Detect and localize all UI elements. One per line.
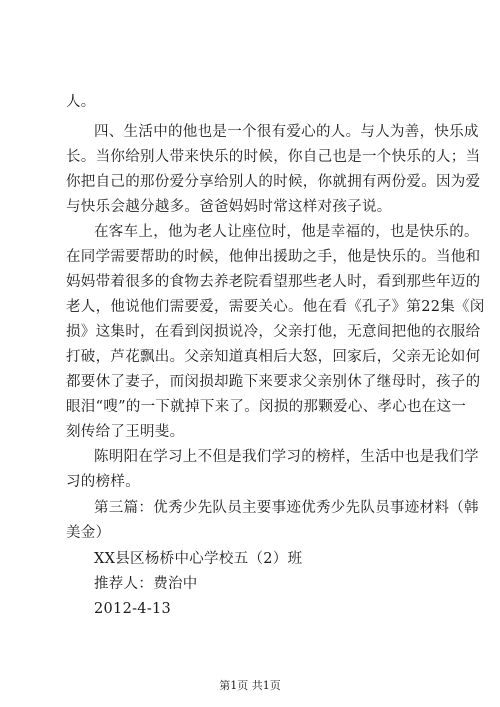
- text-line: 打破，芦花飘出。父亲知道真相后大怒，回家后，父亲无论如何: [66, 349, 481, 365]
- text-line: 习的榜样。: [66, 474, 140, 490]
- text-line: 刻传给了王明斐。: [66, 424, 185, 440]
- text-line: 都要休了妻子，而闵损却跪下来要求父亲别休了继母时，孩子的: [66, 374, 481, 390]
- text-line: 损》这集时，在看到闵损说冷，父亲打他，无意间把他的衣服给: [66, 324, 481, 340]
- text-line: 与快乐会越分越多。爸爸妈妈时常这样对孩子说。: [66, 199, 392, 215]
- text-line: 在同学需要帮助的时候，他伸出援助之手，他是快乐的。当他和: [66, 249, 481, 265]
- text-line: 在客车上，他为老人让座位时，他是幸福的，也是快乐的。: [94, 224, 479, 240]
- text-line: 妈妈带着很多的食物去养老院看望那些老人时，看到那些年迈的: [66, 274, 481, 290]
- section-heading: 第三篇：优秀少先队员主要事迹优秀少先队员事迹材料（韩: [94, 500, 479, 516]
- text-line: 四、生活中的他也是一个很有爱心的人。与人为善，快乐成: [94, 124, 479, 140]
- text-line: 你把自己的那份爱分享给别人的时候，你就拥有两份爱。因为爱: [66, 174, 481, 190]
- text-line: 眼泪“嗖”的一下就掉下来了。闵损的那颗爱心、孝心也在这一: [66, 399, 467, 415]
- section-heading: 美金）: [66, 525, 111, 541]
- date: 2012-4-13: [94, 601, 172, 617]
- text-line: 陈明阳在学习上不但是我们学习的榜样，生活中也是我们学: [94, 449, 479, 465]
- school-class: XX县区杨桥中心学校五（2）班: [94, 551, 303, 567]
- page-footer: 第1页 共1页: [219, 679, 281, 692]
- text-line: 老人，他说他们需要爱，需要关心。他在看《孔子》第22集《闵: [66, 299, 485, 315]
- text-line: 人。: [66, 94, 96, 110]
- text-line: 长。当你给别人带来快乐的时候，你自己也是一个快乐的人；当: [66, 149, 481, 165]
- recommender: 推荐人：费治中: [94, 576, 198, 592]
